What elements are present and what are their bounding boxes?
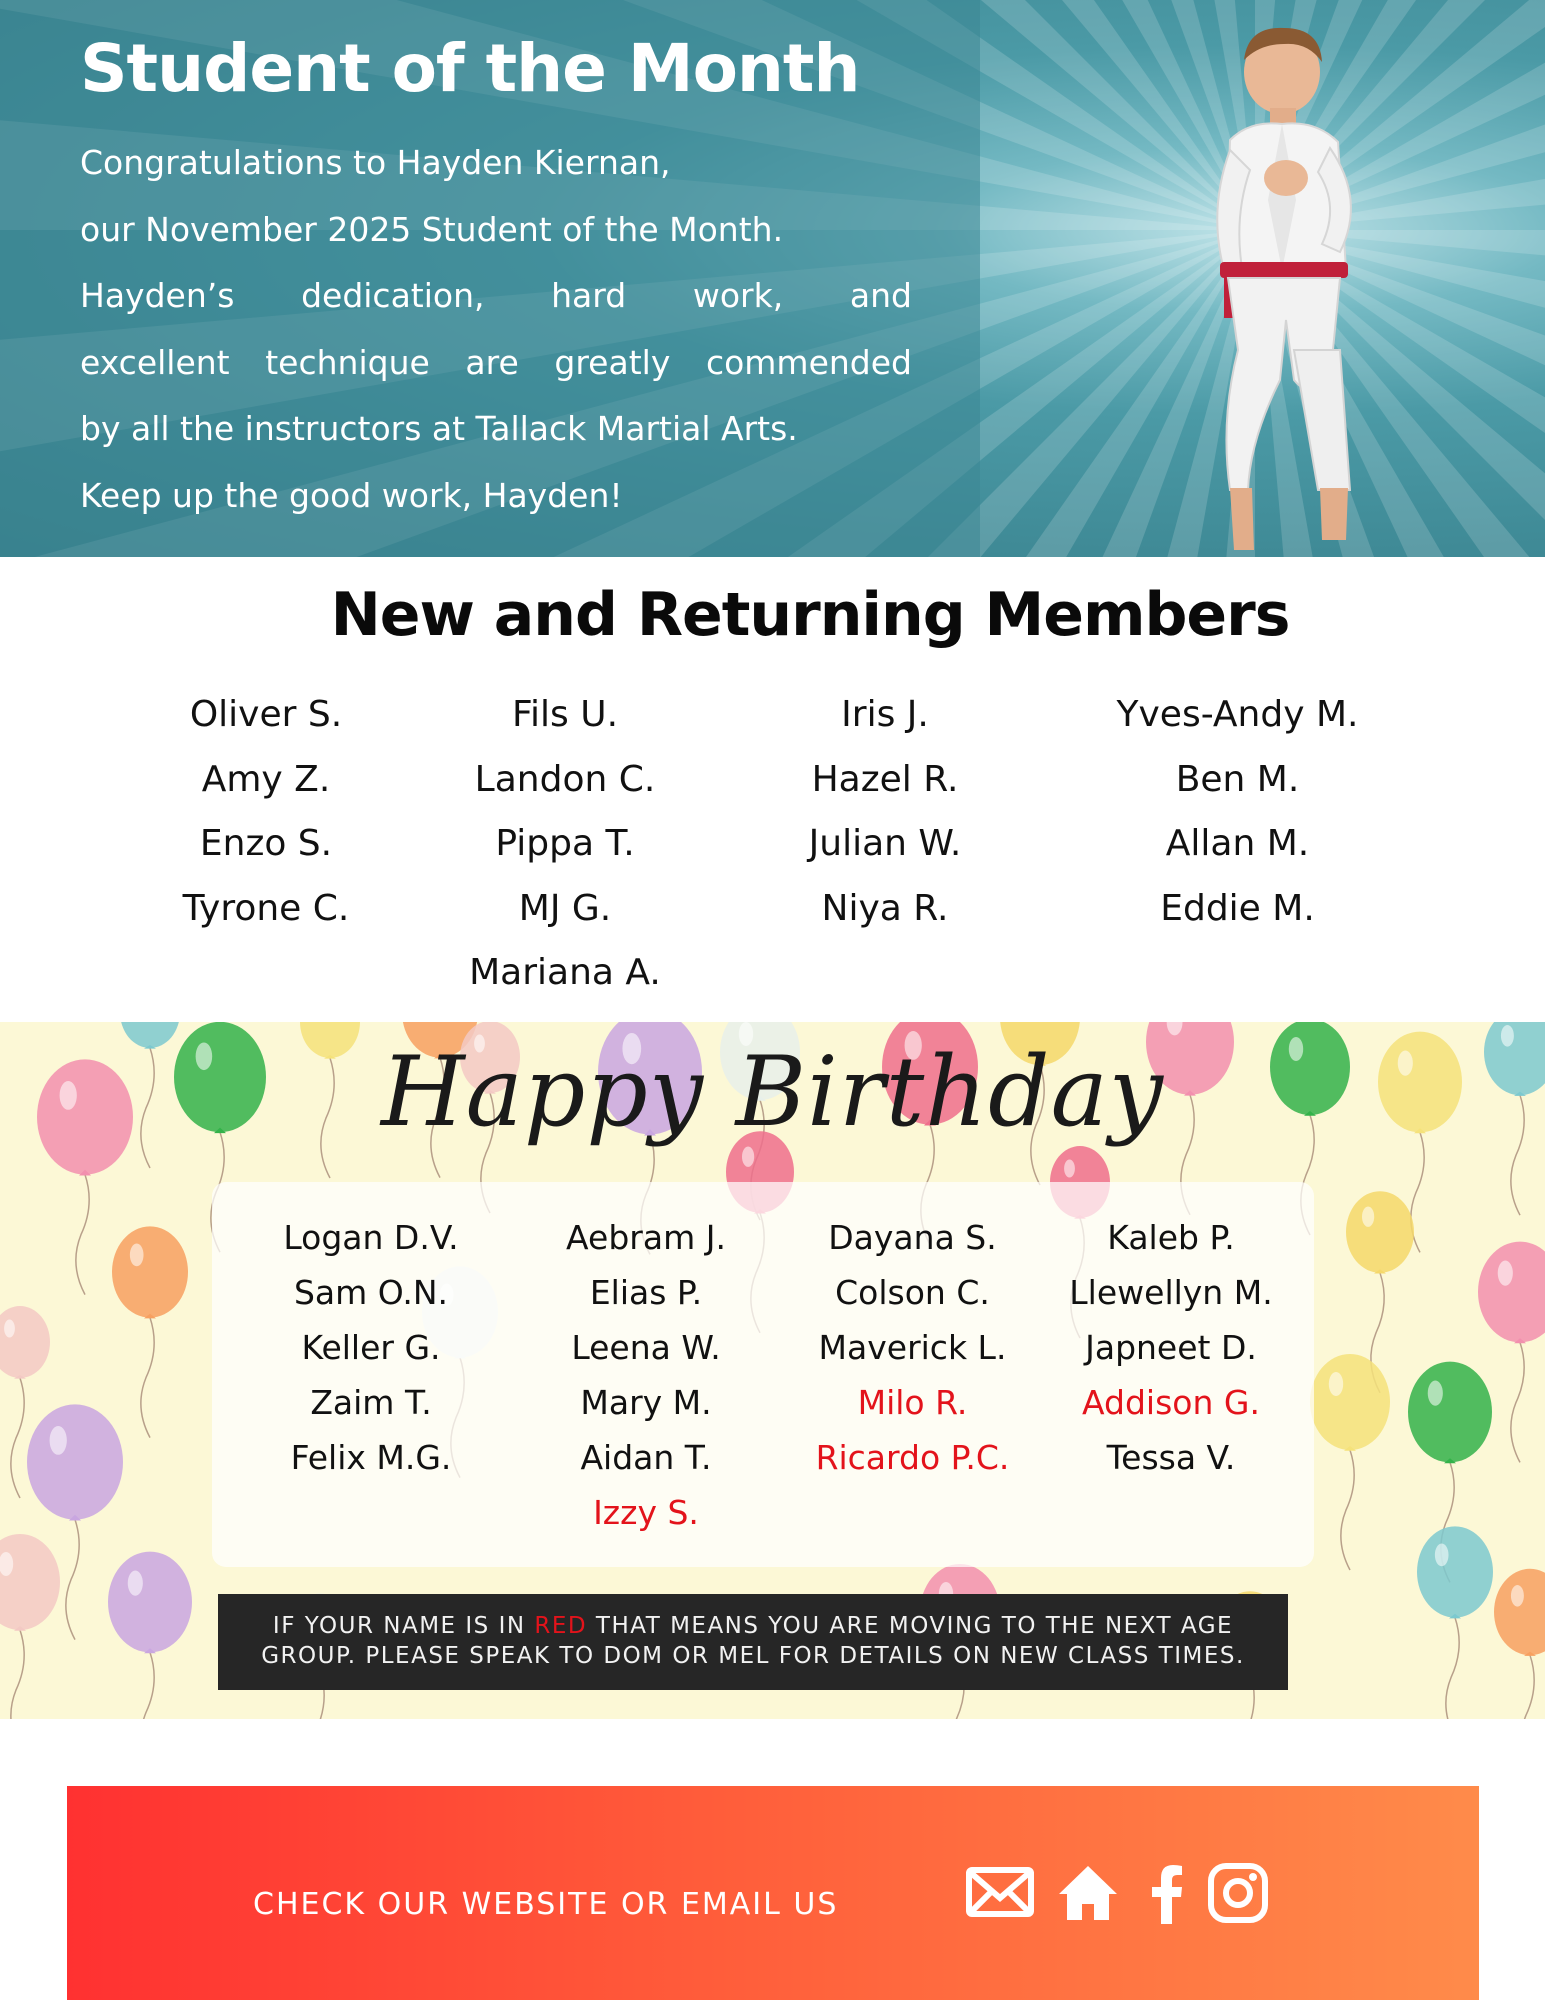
- student-text-word: greatly: [554, 342, 671, 382]
- member-name: Hazel R.: [811, 758, 959, 800]
- student-text-word: and: [849, 276, 912, 315]
- birthday-name: Leena W.: [571, 1328, 721, 1367]
- birthday-name: Milo R.: [857, 1383, 968, 1422]
- facebook-icon[interactable]: [1150, 1864, 1184, 1924]
- members-column-4: [1090, 683, 1385, 941]
- notice-text-end: THAT MEANS YOU ARE MOVING TO THE NEXT AGE: [587, 1613, 1234, 1639]
- student-of-month-title: Student of the Month: [80, 30, 860, 107]
- balloon: [0, 1534, 60, 1719]
- student-text-word: hard: [551, 276, 627, 315]
- member-name: Iris J.: [841, 694, 929, 735]
- member-name: Pippa T.: [495, 823, 635, 864]
- birthday-name: Felix M.G.: [290, 1438, 452, 1477]
- balloon: [1417, 1526, 1493, 1719]
- notice-text-line2: GROUP. PLEASE SPEAK TO DOM OR MEL FOR DETAILS ON NEW CLASS TIMES.: [261, 1643, 1245, 1669]
- student-text-word: excellent: [80, 342, 230, 382]
- birthday-name: Maverick L.: [818, 1328, 1007, 1367]
- members-title: New and Returning Members: [330, 580, 1290, 650]
- birthday-name: Mary M.: [580, 1383, 712, 1422]
- student-text-line: our November 2025 Student of the Month.: [80, 209, 784, 249]
- birthday-name: Tessa V.: [1106, 1438, 1236, 1477]
- birthday-name: Logan D.V.: [283, 1218, 459, 1257]
- birthday-name: Aidan T.: [580, 1438, 712, 1477]
- birthday-column-3: [780, 1210, 1045, 1485]
- member-name: Fils U.: [511, 694, 619, 735]
- home-icon[interactable]: [1057, 1864, 1119, 1922]
- birthday-name: Zaim T.: [310, 1383, 432, 1422]
- student-text-word: Hayden’s: [80, 276, 235, 315]
- birthday-name: Llewellyn M.: [1069, 1273, 1273, 1312]
- age-group-notice: [218, 1594, 1288, 1690]
- balloon: [1310, 1354, 1390, 1570]
- student-text-line: [80, 263, 912, 330]
- member-name: Landon C.: [474, 758, 656, 800]
- student-text-word: are: [465, 342, 519, 382]
- student-text-word: work,: [692, 276, 784, 315]
- member-name: Yves-Andy M.: [1116, 694, 1359, 735]
- member-name: Allan M.: [1165, 823, 1310, 864]
- instagram-icon[interactable]: [1207, 1862, 1269, 1924]
- student-text-word: technique: [265, 342, 430, 382]
- birthday-name: Sam O.N.: [293, 1273, 449, 1312]
- members-column-2: [440, 683, 690, 1006]
- student-of-month-text: [80, 130, 912, 529]
- birthday-name: Colson C.: [835, 1273, 990, 1312]
- member-name: Ben M.: [1175, 758, 1300, 800]
- member-name: Eddie M.: [1160, 887, 1315, 929]
- member-name: Mariana A.: [469, 952, 661, 993]
- birthday-name: Kaleb P.: [1107, 1218, 1235, 1257]
- member-name: Tyrone C.: [182, 887, 350, 929]
- birthday-column-1: [256, 1210, 486, 1485]
- birthday-title: Happy Birthday: [380, 1036, 1165, 1148]
- member-name: Amy Z.: [201, 758, 331, 800]
- birthday-name: Elias P.: [589, 1273, 703, 1312]
- birthday-name: Japneet D.: [1085, 1328, 1257, 1367]
- student-text-word: commended: [705, 342, 912, 382]
- notice-red-word: RED: [534, 1613, 588, 1639]
- birthday-name: Addison G.: [1082, 1383, 1260, 1422]
- balloon: [108, 1552, 192, 1719]
- student-text-line: [80, 330, 912, 397]
- student-text-line: by all the instructors at Tallack Martial Arts.: [80, 409, 798, 448]
- member-name: MJ G.: [518, 887, 612, 929]
- birthday-name: Keller G.: [301, 1328, 441, 1367]
- birthday-name: Dayana S.: [828, 1218, 997, 1257]
- balloon: [1494, 1569, 1545, 1719]
- birthday-column-2: [526, 1210, 766, 1540]
- member-name: Enzo S.: [199, 823, 333, 864]
- notice-text-start: IF YOUR NAME IS IN: [272, 1613, 535, 1639]
- member-name: Oliver S.: [189, 694, 343, 735]
- student-text-line: Keep up the good work, Hayden!: [80, 475, 623, 515]
- birthday-name: Aebram J.: [566, 1218, 726, 1257]
- birthday-name: Izzy S.: [593, 1493, 699, 1532]
- birthday-column-4: [1050, 1210, 1292, 1485]
- student-text-line: Congratulations to Hayden Kiernan,: [80, 143, 671, 182]
- balloon: [112, 1226, 188, 1437]
- members-column-1: [166, 683, 366, 941]
- student-text-word: dedication,: [301, 276, 485, 315]
- birthday-section: [0, 1022, 1545, 1719]
- member-name: Niya R.: [821, 887, 949, 929]
- member-name: Julian W.: [808, 823, 962, 864]
- student-of-month-banner: [0, 0, 1545, 557]
- footer-text: CHECK OUR WEBSITE OR EMAIL US: [253, 1887, 839, 1922]
- email-icon[interactable]: [965, 1864, 1035, 1920]
- contact-footer: [67, 1786, 1479, 2000]
- members-column-3: [760, 683, 1010, 941]
- birthday-name: Ricardo P.C.: [815, 1438, 1010, 1477]
- student-photo: [1190, 20, 1380, 555]
